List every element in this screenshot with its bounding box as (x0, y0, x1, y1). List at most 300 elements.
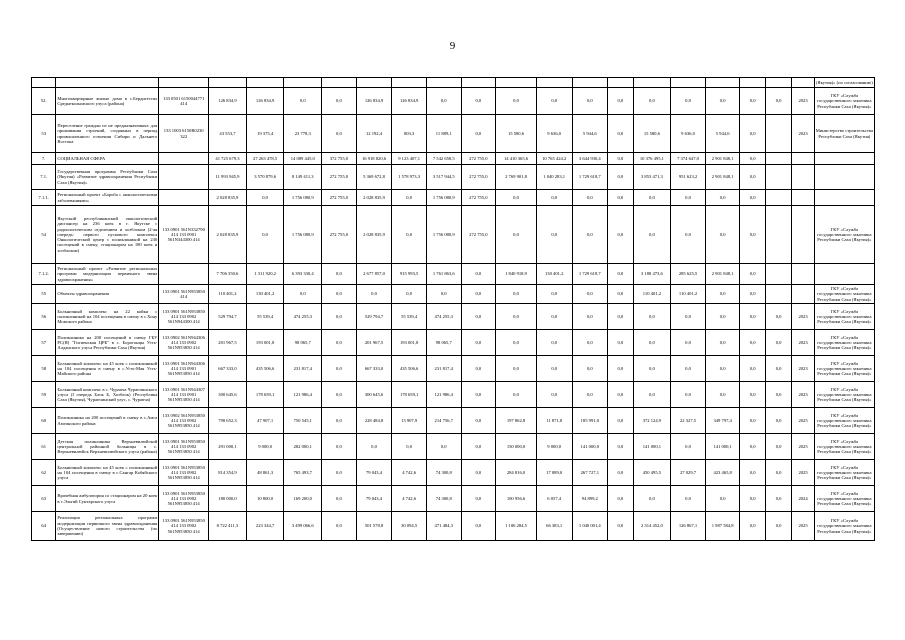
value-cell: 0,0 (740, 408, 765, 434)
value-cell: 0,0 (705, 356, 740, 382)
value-cell: 0,0 (740, 356, 765, 382)
value-cell: 0,0 (705, 285, 740, 304)
value-cell: 0,0 (322, 88, 357, 115)
value-cell: 126 834,9 (246, 88, 284, 115)
value-cell: 11 993 945,9 (209, 165, 247, 190)
value-cell: 0,0 (322, 512, 357, 541)
value-cell: 126 867,1 (671, 512, 706, 541)
row-number-cell: 56 (32, 304, 56, 330)
value-cell: 0,0 (572, 356, 608, 382)
value-cell: 272 755,0 (461, 190, 496, 206)
value-cell: 55 539,4 (392, 304, 427, 330)
value-cell: 2023 (792, 304, 814, 330)
value-cell: 178 659,1 (392, 382, 427, 408)
value-cell (792, 285, 814, 304)
value-cell: 10 376 495,1 (633, 153, 671, 165)
value-cell: 185 991,0 (572, 408, 608, 434)
row-number-cell: 58 (32, 356, 56, 382)
value-cell: 372 755,0 (322, 153, 357, 165)
object-name-cell: Региональный проект «Борьба с онкологическими заболеваниями» (56, 190, 159, 206)
value-cell: 272 755,0 (322, 165, 357, 190)
value-cell: 0,0 (608, 206, 633, 264)
value-cell: 14 410 365,6 (496, 153, 537, 165)
value-cell (765, 165, 791, 190)
row-number-cell: 53 (32, 115, 56, 153)
value-cell (284, 78, 322, 88)
budget-code-cell (159, 190, 209, 206)
value-cell: 0,0 (740, 264, 765, 285)
value-cell: 0,0 (426, 285, 461, 304)
value-cell: 7 706 350,6 (209, 264, 247, 285)
value-cell: 0,0 (392, 206, 427, 264)
value-cell: 0,0 (765, 382, 791, 408)
budget-code-cell: 133 0901 561N953850 414 133 0902 561N953850 414 (159, 460, 209, 486)
value-cell (765, 78, 791, 88)
object-name-cell (56, 78, 159, 88)
customer-cell: ГКУ «Служба государственного заказчика Республики Саха (Якутия)» (814, 285, 874, 304)
value-cell: 0,0 (496, 382, 537, 408)
row-number-cell: 60 (32, 408, 56, 434)
object-name-cell: Переселение граждан из не предназначенных для проживания строений, созданных в период промышленного освоения Сибири и Дальнего Востока (56, 115, 159, 153)
value-cell: 3 644 930,4 (572, 153, 608, 165)
value-cell: 0,0 (572, 382, 608, 408)
value-cell: 98 065,7 (426, 330, 461, 356)
value-cell: 0,0 (392, 190, 427, 206)
value-cell: 0,0 (496, 285, 537, 304)
table-row (32, 512, 875, 541)
value-cell: 0,0 (740, 285, 765, 304)
value-cell: 0,0 (536, 330, 572, 356)
value-cell: 0,0 (633, 486, 671, 512)
value-cell: 141 000,0 (572, 434, 608, 460)
value-cell: 2 901 848,1 (705, 165, 740, 190)
value-cell: 300 645,6 (209, 382, 247, 408)
value-cell: 197 862,8 (496, 408, 537, 434)
value-cell: 2 769 901,8 (496, 165, 537, 190)
value-cell: 0,0 (496, 356, 537, 382)
value-cell: 272 755,0 (322, 190, 357, 206)
value-cell: 0,0 (608, 382, 633, 408)
value-cell: 0,0 (322, 264, 357, 285)
table-row (32, 88, 875, 115)
value-cell: 0,0 (608, 460, 633, 486)
value-cell: 6 057,4 (536, 486, 572, 512)
row-number-cell: 54 (32, 206, 56, 264)
value-cell (392, 78, 427, 88)
customer-cell: ГКУ «Служба государственного заказчика Республики Саха (Якутия)» (814, 356, 874, 382)
value-cell: 0,0 (705, 304, 740, 330)
value-cell (792, 78, 814, 88)
value-cell: 0,0 (284, 88, 322, 115)
value-cell: 1 756 080,9 (284, 190, 322, 206)
value-cell: 0,0 (705, 382, 740, 408)
budget-code-cell: 133 0901 561N953850 414 133 0902 561N953850 414 (159, 486, 209, 512)
value-cell: 291 000,1 (209, 434, 247, 460)
object-name-cell: Больничный комплекс на 22 койки с поликлиникой на 104 посещения в смену в с.Хону Момского района (56, 304, 159, 330)
value-cell: 2025 (792, 460, 814, 486)
customer-cell: ГКУ «Служба государственного заказчика Республики Саха (Якутия)» (814, 304, 874, 330)
value-cell: 100 956,6 (496, 486, 537, 512)
value-cell: 1 987 584,8 (705, 512, 740, 541)
value-cell: 0,0 (740, 88, 765, 115)
value-cell: 300 645,6 (356, 382, 392, 408)
value-cell: 110 401,2 (633, 285, 671, 304)
value-cell (705, 78, 740, 88)
value-cell: 0,0 (633, 382, 671, 408)
value-cell: 0,0 (322, 115, 357, 153)
value-cell: 27 029,7 (671, 460, 706, 486)
value-cell (792, 264, 814, 285)
value-cell: 284 816,0 (496, 460, 537, 486)
value-cell: 19 375,4 (246, 115, 284, 153)
value-cell: 0,0 (496, 330, 537, 356)
value-cell: 0,0 (461, 285, 496, 304)
customer-cell: ГКУ «Служба государственного заказчика Республики Саха (Якутия)» (814, 486, 874, 512)
value-cell: 0,0 (322, 330, 357, 356)
value-cell: 0,0 (572, 88, 608, 115)
value-cell: 110 401,2 (209, 285, 247, 304)
value-cell: 450 495,5 (633, 460, 671, 486)
value-cell: 94 899,2 (572, 486, 608, 512)
value-cell (608, 78, 633, 88)
customer-cell: ГКУ «Служба государственного заказчика Республики Саха (Якутия)» (814, 88, 874, 115)
value-cell: 0,0 (740, 165, 765, 190)
value-cell: 27 263 478,5 (246, 153, 284, 165)
value-cell (792, 190, 814, 206)
customer-cell (814, 264, 874, 285)
value-cell: 17 089,0 (536, 460, 572, 486)
value-cell: 121 986,4 (426, 382, 461, 408)
value-cell: 79 043,4 (356, 486, 392, 512)
value-cell: 529 794,7 (209, 304, 247, 330)
value-cell: 7 374 647,0 (671, 153, 706, 165)
table-row (32, 206, 875, 264)
value-cell: 1 578 973,3 (392, 165, 427, 190)
value-cell: 435 506,6 (392, 356, 427, 382)
table-row (32, 78, 875, 88)
value-cell (246, 78, 284, 88)
value-cell: 0,0 (608, 486, 633, 512)
value-cell: 0,0 (608, 285, 633, 304)
value-cell: 0,0 (608, 190, 633, 206)
value-cell: 0,0 (322, 356, 357, 382)
value-cell: 0,0 (740, 206, 765, 264)
value-cell: 0,0 (633, 88, 671, 115)
value-cell: 0,0 (765, 434, 791, 460)
budget-code-cell: 133 0901 561N953850 414 133 0902 561N953850 414 (159, 512, 209, 541)
value-cell (536, 78, 572, 88)
value-cell: 765 493,7 (284, 460, 322, 486)
value-cell: 0,0 (461, 408, 496, 434)
value-cell: 0,0 (633, 304, 671, 330)
value-cell: 0,0 (705, 88, 740, 115)
value-cell: 0,0 (536, 190, 572, 206)
value-cell: 474 255,3 (426, 304, 461, 330)
row-number-cell: 61 (32, 434, 56, 460)
value-cell: 2 028 835,9 (209, 190, 247, 206)
value-cell: 0,0 (322, 382, 357, 408)
value-cell: 7 542 658,5 (426, 153, 461, 165)
row-number-cell: 59 (32, 382, 56, 408)
value-cell: 2 314 452,0 (633, 512, 671, 541)
value-cell (209, 78, 247, 88)
value-cell: 435 506,6 (246, 356, 284, 382)
value-cell: 0,0 (608, 330, 633, 356)
table-row (32, 165, 875, 190)
value-cell (792, 153, 814, 165)
value-cell: 201 967,5 (356, 330, 392, 356)
value-cell: 0,0 (322, 304, 357, 330)
value-cell: 0,0 (740, 115, 765, 153)
value-cell: 1 040 283,1 (536, 165, 572, 190)
value-cell: 0,0 (536, 382, 572, 408)
value-cell: 372 124,9 (633, 408, 671, 434)
value-cell: 43 553,7 (209, 115, 247, 153)
value-cell: 0,0 (284, 285, 322, 304)
value-cell: 1 761 863,6 (426, 264, 461, 285)
value-cell: 282 000,1 (284, 434, 322, 460)
value-cell: 1 756 080,9 (426, 190, 461, 206)
row-number-cell: 7.1.2. (32, 264, 56, 285)
value-cell: 1 040 001,4 (572, 512, 608, 541)
value-cell: 1 729 618,7 (572, 165, 608, 190)
budget-code-cell: 133 0901 561N953850 414 133 0902 561N944300 414 (159, 304, 209, 330)
budget-code-cell: 133 0901 561N953850 414 (159, 285, 209, 304)
value-cell: 0,0 (705, 190, 740, 206)
budget-code-cell (159, 165, 209, 190)
page-number: 9 (449, 40, 456, 52)
value-cell (671, 78, 706, 88)
value-cell: 0,0 (608, 408, 633, 434)
value-cell: 0,0 (572, 285, 608, 304)
value-cell: 0,0 (356, 285, 392, 304)
row-number-cell: 52. (32, 88, 56, 115)
value-cell: 141 000,1 (705, 434, 740, 460)
value-cell: 0,0 (671, 88, 706, 115)
value-cell: 16 918 820,6 (356, 153, 392, 165)
value-cell: 2 028 835,9 (209, 206, 247, 264)
table-row (32, 115, 875, 153)
budget-code-cell: 133 0901 561N953850 414 133 0902 561N953850 414 (159, 434, 209, 460)
value-cell: 0,0 (633, 356, 671, 382)
value-cell: 814 354,9 (209, 460, 247, 486)
value-cell: 126 834,9 (356, 88, 392, 115)
customer-cell: ГКУ «Служба государственного заказчика Республики Саха (Якутия)» (814, 408, 874, 434)
value-cell: 0,0 (608, 304, 633, 330)
value-cell: 0,0 (608, 356, 633, 382)
value-cell: 2025 (792, 434, 814, 460)
value-cell: 2025 (792, 408, 814, 434)
value-cell: 201 967,5 (209, 330, 247, 356)
value-cell: 9 636,0 (536, 115, 572, 153)
value-cell: 0,0 (322, 434, 357, 460)
value-cell: 4 742,6 (392, 460, 427, 486)
value-cell: 2023 (792, 382, 814, 408)
value-cell: 9 636,0 (671, 115, 706, 153)
value-cell: 0,0 (572, 304, 608, 330)
object-name-cell: Врачебная амбулатория со стационаром на 20 коек в с.Эльгяй Сунтарского улуса (56, 486, 159, 512)
value-cell: 169 200,0 (284, 486, 322, 512)
value-cell: 0,0 (705, 330, 740, 356)
value-cell: 74 300,8 (426, 460, 461, 486)
customer-cell: (Якутия)» (по согласованию) (814, 78, 874, 88)
row-number-cell (32, 78, 56, 88)
value-cell: 0,0 (461, 512, 496, 541)
customer-cell (814, 165, 874, 190)
value-cell: 798 652,3 (209, 408, 247, 434)
value-cell: 0,0 (671, 190, 706, 206)
value-cell: 0,0 (765, 460, 791, 486)
value-cell: 471 484,3 (426, 512, 461, 541)
value-cell: 0,0 (536, 206, 572, 264)
value-cell: 2 901 848,1 (705, 264, 740, 285)
value-cell: 2 028 835,9 (356, 206, 392, 264)
value-cell: 126 834,9 (392, 88, 427, 115)
value-cell: 0,0 (322, 460, 357, 486)
value-cell: 47 907,1 (246, 408, 284, 434)
value-cell: 23 778,3 (284, 115, 322, 153)
value-cell: 0,0 (461, 434, 496, 460)
value-cell: 1 311 920,2 (246, 264, 284, 285)
value-cell: 1 756 080,9 (284, 206, 322, 264)
value-cell: 0,0 (671, 382, 706, 408)
value-cell (633, 78, 671, 88)
budget-table (31, 77, 875, 541)
value-cell: 0,0 (608, 153, 633, 165)
value-cell: 0,0 (740, 486, 765, 512)
budget-code-cell: 133 0902 561N953850 414 133 0902 561N953850 414 (159, 408, 209, 434)
value-cell: 0,0 (572, 206, 608, 264)
value-cell: 0,0 (740, 304, 765, 330)
value-cell: 2023 (792, 356, 814, 382)
value-cell: 0,0 (671, 356, 706, 382)
value-cell: 0,0 (740, 190, 765, 206)
value-cell: 9 000,0 (536, 434, 572, 460)
value-cell (461, 78, 496, 88)
value-cell: 228 484,8 (356, 408, 392, 434)
value-cell: 1 106 284,5 (496, 512, 537, 541)
value-cell: 0,0 (705, 486, 740, 512)
value-cell (322, 78, 357, 88)
value-cell: 41 725 679,3 (209, 153, 247, 165)
value-cell: 2023 (792, 330, 814, 356)
value-cell: 474 255,3 (284, 304, 322, 330)
customer-cell: ГКУ «Служба государственного заказчика Республики Саха (Якутия)» (814, 330, 874, 356)
value-cell: 272 755,0 (322, 206, 357, 264)
value-cell: 150 000,0 (496, 434, 537, 460)
value-cell: 0,0 (671, 206, 706, 264)
value-cell: 2024 (792, 486, 814, 512)
value-cell: 0,0 (356, 434, 392, 460)
value-cell: 0,0 (246, 206, 284, 264)
value-cell: 12 192,4 (356, 115, 392, 153)
value-cell: 4 742,6 (392, 486, 427, 512)
value-cell: 223 344,7 (246, 512, 284, 541)
value-cell: 0,0 (536, 356, 572, 382)
budget-code-cell (159, 264, 209, 285)
value-cell: 79 043,4 (356, 460, 392, 486)
value-cell (426, 78, 461, 88)
value-cell (572, 78, 608, 88)
value-cell (765, 153, 791, 165)
value-cell: 0,0 (671, 434, 706, 460)
row-number-cell: 7. (32, 153, 56, 165)
value-cell: 501 578,8 (356, 512, 392, 541)
value-cell: 98 065,7 (284, 330, 322, 356)
value-cell: 55 539,4 (246, 304, 284, 330)
row-number-cell: 57 (32, 330, 56, 356)
table-row (32, 408, 875, 434)
value-cell: 9 123 407,1 (392, 153, 427, 165)
value-cell (765, 190, 791, 206)
value-cell: 285 625,5 (671, 264, 706, 285)
value-cell: 2023 (792, 115, 814, 153)
value-cell: 9 000,0 (246, 434, 284, 460)
value-cell (765, 264, 791, 285)
budget-code-cell: 133 0501 6150044771 414 (159, 88, 209, 115)
value-cell: 121 986,4 (284, 382, 322, 408)
customer-cell: ГКУ «Служба государственного заказчика Республики Саха (Якутия)» (814, 512, 874, 541)
value-cell: 0,0 (426, 434, 461, 460)
value-cell: 0,0 (461, 382, 496, 408)
row-number-cell: 7.1. (32, 165, 56, 190)
table-row (32, 460, 875, 486)
value-cell: 110 401,2 (671, 285, 706, 304)
value-cell (792, 165, 814, 190)
value-cell: 11 889,1 (426, 115, 461, 153)
value-cell: 3 853 471,3 (633, 165, 671, 190)
value-cell: 0,0 (536, 304, 572, 330)
value-cell: 0,0 (572, 330, 608, 356)
object-name-cell: Якутский республиканский онкологический диспансер на 236 коек в г. Якутске с радиологическим отделением и хозблоком (2-ая очередь: первого пускового комплекса Онкологический центр с поликлиникой на 230 посещений в смену, стационаром на 180 коек и хозблоком) (56, 206, 159, 264)
value-cell: 0,0 (392, 285, 427, 304)
object-name-cell: Поликлиника на 200 посещений в смену в с.Амга Амгинского района (56, 408, 159, 434)
value-cell: 3 188 473,6 (633, 264, 671, 285)
value-cell (356, 78, 392, 88)
object-name-cell: Больничный комплекс в с. Чурапча Чурапчинского улуса (I очередь Блок Б, Хозблок) (Республика Саха (Якутия), Чурапчинский улус, с. Чурапча) (56, 382, 159, 408)
value-cell: 15 580,6 (633, 115, 671, 153)
budget-code-cell: 133 0901 561N332790 414 133 0901 561N344300 414 (159, 206, 209, 264)
value-cell: 0,0 (608, 264, 633, 285)
value-cell: 22 327,5 (671, 408, 706, 434)
value-cell: 0,0 (608, 434, 633, 460)
value-cell: 193 001,8 (246, 330, 284, 356)
value-cell: 0,0 (322, 285, 357, 304)
value-cell: 30 094,5 (392, 512, 427, 541)
value-cell: 0,0 (671, 304, 706, 330)
value-cell: 3 517 944,5 (426, 165, 461, 190)
value-cell: 0,0 (608, 88, 633, 115)
value-cell (765, 206, 791, 264)
value-cell: 0,0 (765, 88, 791, 115)
value-cell: 214 756,7 (426, 408, 461, 434)
value-cell: 13 907,9 (392, 408, 427, 434)
table-row (32, 356, 875, 382)
value-cell: 130 401,2 (246, 285, 284, 304)
customer-cell: Министерство строительства Республики Саха (Якутия) (814, 115, 874, 153)
value-cell: 130 401,2 (536, 264, 572, 285)
value-cell: 0,0 (461, 460, 496, 486)
value-cell (765, 115, 791, 153)
value-cell: 2 028 835,9 (356, 190, 392, 206)
value-cell: 423 465,8 (705, 460, 740, 486)
value-cell: 0,0 (461, 88, 496, 115)
value-cell: 915 993,5 (392, 264, 427, 285)
value-cell: 0,0 (705, 206, 740, 264)
value-cell: 0,0 (426, 88, 461, 115)
object-name-cell: Реализация региональных программ модернизации первичного звена здравоохранения (Осуществление нового строительства (по завершению) (56, 512, 159, 541)
value-cell: 0,0 (740, 512, 765, 541)
